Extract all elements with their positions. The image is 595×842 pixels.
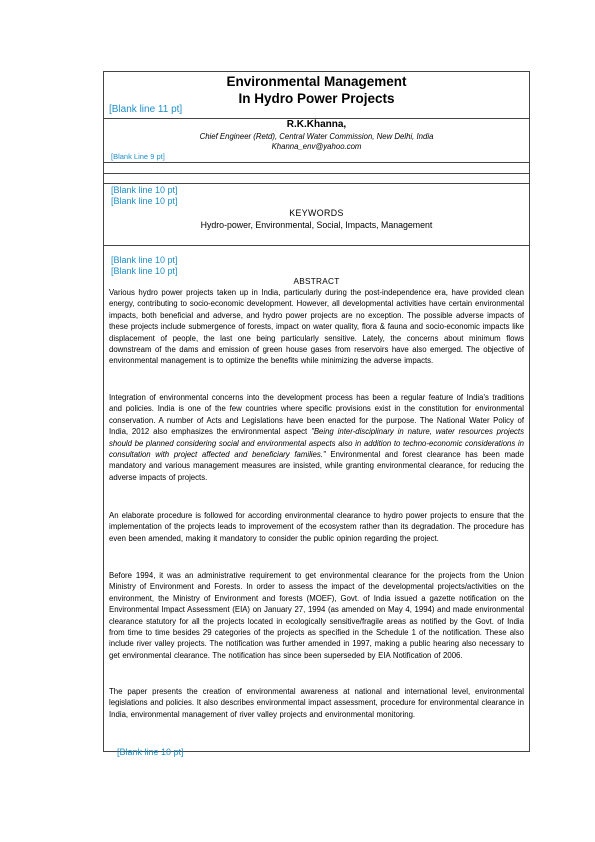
frame-top-border bbox=[103, 71, 530, 72]
blank-line-marker: [Blank line 10 pt] bbox=[117, 747, 184, 757]
divider bbox=[103, 173, 530, 174]
author-name: R.K.Khanna, bbox=[286, 119, 347, 130]
paper-title-line2: In Hydro Power Projects bbox=[238, 91, 395, 106]
keywords-heading: KEYWORDS bbox=[289, 208, 344, 218]
abstract-paragraph bbox=[109, 392, 524, 483]
divider bbox=[103, 245, 530, 246]
divider bbox=[103, 183, 530, 184]
author-email: Khanna_env@yahoo.com bbox=[271, 142, 362, 151]
policy-quote: "Being inter-disciplinary in nature, water resources projects should be planned considering social and environmental aspects also in addition to techno-economic considerations in consultation with project affected and beneficiary families." bbox=[109, 427, 524, 460]
abstract-heading: ABSTRACT bbox=[293, 277, 340, 286]
paragraph-text: Environmental and forest clearance has been made mandatory and various management measures are insisted, while granting environmental clearance, for reducing the adverse impacts of projects. bbox=[109, 450, 524, 482]
divider bbox=[103, 162, 530, 163]
paragraph-text: Integration of environmental concerns into the development process has been a regular feature of India's traditions and policies. India is one of the few countries where specific provisions exist in the constitution for environmental conservation. A number of Acts and Legislations have been enacted for the purpose. The National Water Policy of India, 2012 also emphasizes the environmental aspect bbox=[109, 393, 524, 437]
keywords-list: Hydro-power, Environmental, Social, Impacts, Management bbox=[200, 220, 433, 230]
blank-line-marker: [Blank line 10 pt] bbox=[111, 196, 178, 206]
abstract-paragraph: An elaborate procedure is followed for according environmental clearance to hydro power projects to ensure that the implementation of the projects leads to improvement of the ecosystem rather than its degradation. The procedure has even been amended, making it mandatory to consider the public opinion regarding the project. bbox=[109, 511, 524, 543]
paper-title-line1: Environmental Management bbox=[226, 74, 407, 89]
blank-line-marker: [Blank line 11 pt] bbox=[109, 104, 183, 115]
blank-line-marker: [Blank line 10 pt] bbox=[111, 266, 178, 276]
abstract-paragraph: The paper presents the creation of environmental awareness at national and international level, environmental legislations and policies. It also describes environmental impact assessment, procedure for environmental clearance in India, environmental management of river valley projects and environmental monitoring. bbox=[109, 687, 524, 719]
blank-line-marker: [Blank Line 9 pt] bbox=[111, 152, 165, 161]
blank-line-marker: [Blank line 10 pt] bbox=[111, 185, 178, 195]
paper-frame bbox=[103, 71, 530, 752]
author-affiliation: Chief Engineer (Retd), Central Water Commission, New Delhi, India bbox=[199, 132, 434, 141]
abstract-paragraph: Various hydro power projects taken up in India, particularly during the post-independence era, have provided clean energy, contributing to socio-economic development. However, all developmental activities have certain environmental impacts, both beneficial and adverse, and hydro power projects are no exception. The possible adverse impacts of these projects include submergence of forests, impact on water quality, flora & fauna and socio-economic impacts like displacement of people, the last one being particularly sensitive. Lately, the concerns about minimum flows downstream of the dams and emission of green house gases from reservoirs have also emerged. The objective of environmental management is to optimize the benefits while minimizing the adverse impacts. bbox=[109, 288, 524, 366]
abstract-paragraph: Before 1994, it was an administrative requirement to get environmental clearance for the projects from the Union Ministry of Environment and Forests. In order to assess the impact of the developmental projects/activities on the environment, the Ministry of Environment and forests (MOEF), Govt. of India issued a gazette notification on the Environmental Impact Assessment (EIA) on January 27, 1994 (as amended on May 4, 1994) and made environmental clearance statutory for all the projects located in ecologically sensitive/fragile areas as notified by the Govt. of India from time to time besides 29 categories of the projects as specified in the Schedule 1 of the notification. These also include river valley projects. The notification was further amended in 1997, making a public hearing also necessary to get environmental clearance. The notification has since been superseded by EIA Notification of 2006. bbox=[109, 571, 524, 660]
blank-line-marker: [Blank line 10 pt] bbox=[111, 255, 178, 265]
